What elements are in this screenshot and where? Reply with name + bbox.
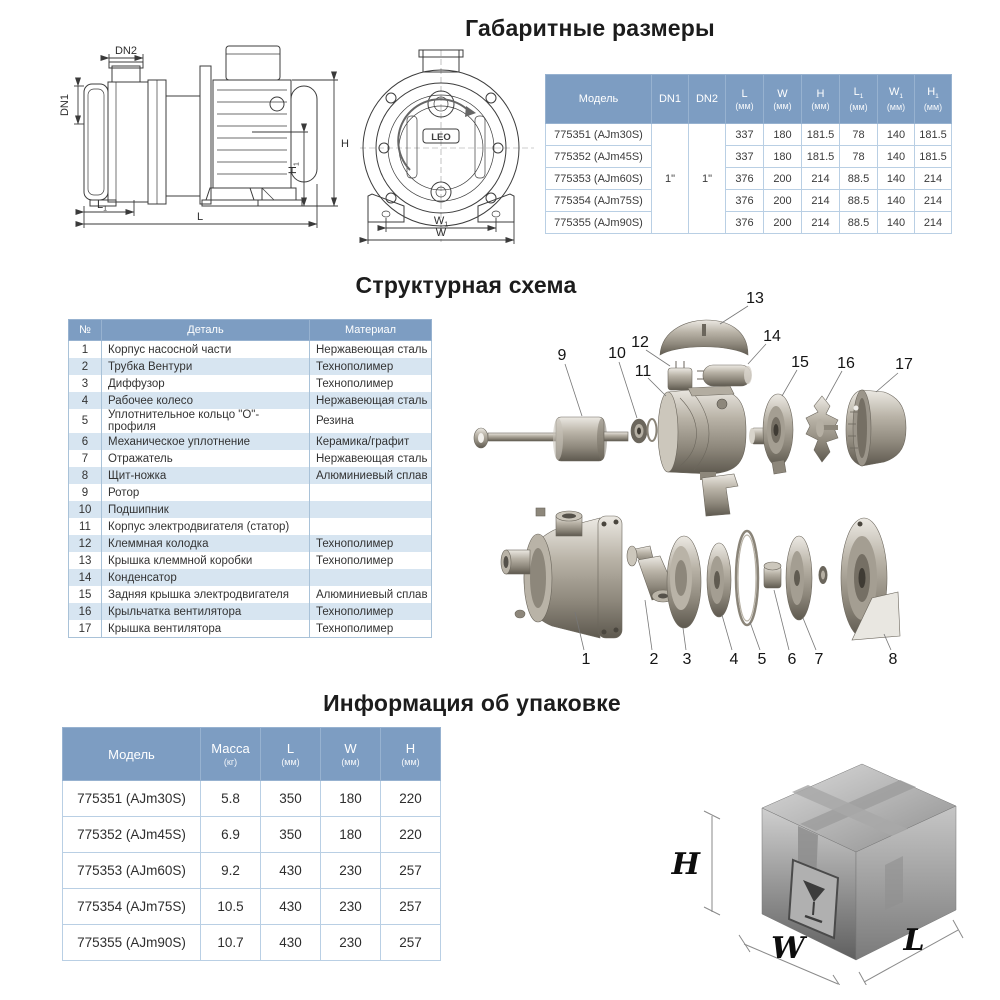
col-header-material: Материал (310, 320, 432, 341)
part-11-shape (668, 388, 746, 474)
col-header-l1: $L_1$ (мм) (840, 75, 878, 124)
part-cell: Диффузор (102, 375, 310, 392)
dim-cell: 200 (764, 212, 802, 234)
mass-cell: 10.5 (201, 889, 261, 925)
material-cell: Резина (310, 409, 432, 433)
dim-cell: 140 (878, 190, 915, 212)
material-cell: Алюминиевый сплав (310, 467, 432, 484)
num-cell: 8 (69, 467, 102, 484)
dn1-cell: 1" (652, 124, 689, 234)
num-cell: 9 (69, 484, 102, 501)
dim-cell: 220 (381, 817, 441, 853)
dim-cell: 337 (726, 146, 764, 168)
dim-cell: 257 (381, 925, 441, 961)
num-cell: 5 (69, 409, 102, 433)
dim-cell: 200 (764, 190, 802, 212)
material-cell: Нержавеющая сталь (310, 450, 432, 467)
dim-cell: 78 (840, 146, 878, 168)
part-cell: Корпус электродвигателя (статор) (102, 518, 310, 535)
dn1-label: DN1 (59, 93, 71, 117)
table-row (546, 124, 952, 146)
table-row (69, 392, 432, 409)
callout-11: 11 (634, 363, 652, 380)
callout-17: 17 (895, 356, 913, 373)
num-cell: 16 (69, 603, 102, 620)
callout-3: 3 (682, 651, 692, 668)
l-label: L (196, 211, 204, 223)
pump-side-view-drawing (55, 35, 355, 235)
table-row (63, 853, 441, 889)
table-row (69, 358, 432, 375)
part-cell: Крыльчатка вентилятора (102, 603, 310, 620)
model-cell: 775352 (AJm45S) (546, 146, 652, 168)
dim-cell: 230 (321, 889, 381, 925)
dn2-cell: 1" (689, 124, 726, 234)
part-cell: Конденсатор (102, 569, 310, 586)
material-cell: Технополимер (310, 375, 432, 392)
callout-13: 13 (746, 290, 764, 307)
material-cell (310, 501, 432, 518)
dim-cell: 430 (261, 853, 321, 889)
part-cell: Крышка клеммной коробки (102, 552, 310, 569)
dim-cell: 181.5 (915, 146, 952, 168)
part-12-shape (668, 368, 692, 390)
table-row (69, 569, 432, 586)
col-header-h1: $H_1$ (мм) (915, 75, 952, 124)
material-cell: Технополимер (310, 552, 432, 569)
table-row (69, 518, 432, 535)
front-outline (360, 50, 534, 242)
brand-logo: LEO (431, 132, 451, 143)
col-header-w1: $W_1$ (мм) (878, 75, 915, 124)
dim-cell: 214 (802, 212, 840, 234)
num-cell: 4 (69, 392, 102, 409)
col-header-w: W (мм) (764, 75, 802, 124)
callout-15: 15 (791, 354, 809, 371)
dim-cell: 376 (726, 212, 764, 234)
num-cell: 17 (69, 620, 102, 638)
num-cell: 2 (69, 358, 102, 375)
material-cell: Нержавеющая сталь (310, 341, 432, 359)
part-cell: Уплотнительное кольцо "О"- профиля (102, 409, 310, 433)
callout-4: 4 (729, 651, 739, 668)
dim-cell: 214 (915, 212, 952, 234)
part-cell: Механическое уплотнение (102, 433, 310, 450)
part-cell: Клеммная колодка (102, 535, 310, 552)
packaging-table (62, 727, 441, 961)
model-cell: 775354 (AJm75S) (546, 190, 652, 212)
num-cell: 3 (69, 375, 102, 392)
material-cell (310, 569, 432, 586)
dim-cell: 180 (764, 146, 802, 168)
material-cell: Технополимер (310, 603, 432, 620)
table-row (69, 467, 432, 484)
table-row (69, 409, 432, 433)
mass-cell: 6.9 (201, 817, 261, 853)
num-cell: 10 (69, 501, 102, 518)
dim-cell: 200 (764, 168, 802, 190)
table-row (63, 889, 441, 925)
model-cell: 775354 (AJm75S) (63, 889, 201, 925)
section-title-dimensions: Габаритные размеры (465, 15, 715, 41)
box-w-label: W (771, 931, 805, 966)
model-cell: 775352 (AJm45S) (63, 817, 201, 853)
col-header-w: W (мм) (321, 728, 381, 781)
dimension-lines (59, 45, 349, 228)
dim-cell: 88.5 (840, 190, 878, 212)
callout-8: 8 (888, 651, 898, 668)
box-l-label: L (903, 923, 925, 958)
callout-12: 12 (631, 334, 649, 351)
dimension-lines (368, 215, 514, 244)
callout-9: 9 (557, 347, 567, 364)
dim-cell: 337 (726, 124, 764, 146)
col-header-h: H (мм) (381, 728, 441, 781)
mass-cell: 10.7 (201, 925, 261, 961)
table-row (546, 168, 952, 190)
part-cell: Корпус насосной части (102, 341, 310, 359)
dim-cell: 140 (878, 146, 915, 168)
col-header-l: L (мм) (726, 75, 764, 124)
dim-cell: 214 (802, 190, 840, 212)
dn2-label: DN2 (114, 45, 138, 57)
exploded-view-diagram (460, 290, 960, 690)
model-cell: 775351 (AJm30S) (63, 781, 201, 817)
part-cell: Рабочее колесо (102, 392, 310, 409)
material-cell: Керамика/графит (310, 433, 432, 450)
section-title-structure: Структурная схема (355, 272, 577, 298)
model-cell: 775355 (AJm90S) (546, 212, 652, 234)
dim-cell: 140 (878, 168, 915, 190)
col-header-l: L (мм) (261, 728, 321, 781)
box-h-label: H (671, 847, 700, 882)
dim-cell: 180 (321, 781, 381, 817)
dim-cell: 376 (726, 190, 764, 212)
w1-label: $W_1$ (433, 215, 449, 229)
model-cell: 775355 (AJm90S) (63, 925, 201, 961)
w-label: W (435, 227, 447, 239)
material-cell: Технополимер (310, 620, 432, 638)
table-row (69, 484, 432, 501)
num-cell: 12 (69, 535, 102, 552)
table-row (63, 781, 441, 817)
dim-cell: 230 (321, 925, 381, 961)
table-row (69, 501, 432, 518)
table-row (546, 212, 952, 234)
packaging-box-drawing (655, 740, 985, 985)
dim-cell: 350 (261, 781, 321, 817)
model-cell: 775353 (AJm60S) (63, 853, 201, 889)
num-cell: 6 (69, 433, 102, 450)
part-14-shape (703, 365, 751, 386)
num-cell: 7 (69, 450, 102, 467)
dim-cell: 257 (381, 853, 441, 889)
callout-6: 6 (787, 651, 797, 668)
num-cell: 13 (69, 552, 102, 569)
part-cell: Ротор (102, 484, 310, 501)
callout-14: 14 (763, 328, 781, 345)
table-row (69, 535, 432, 552)
callout-2: 2 (649, 651, 659, 668)
col-header-dn2: DN2 (689, 75, 726, 124)
material-cell: Технополимер (310, 358, 432, 375)
mass-cell: 9.2 (201, 853, 261, 889)
section-title-packaging: Информация об упаковке (323, 690, 621, 716)
dim-cell: 257 (381, 889, 441, 925)
tape-strip (885, 856, 903, 910)
dim-cell: 88.5 (840, 168, 878, 190)
dim-cell: 376 (726, 168, 764, 190)
dim-cell: 230 (321, 853, 381, 889)
bracket-shape (702, 474, 738, 516)
mass-cell: 5.8 (201, 781, 261, 817)
table-row (69, 375, 432, 392)
col-header-mass: Масса (кг) (201, 728, 261, 781)
material-cell (310, 484, 432, 501)
callout-1: 1 (581, 651, 591, 668)
num-cell: 1 (69, 341, 102, 359)
dim-cell: 350 (261, 817, 321, 853)
dim-cell: 180 (764, 124, 802, 146)
dim-cell: 220 (381, 781, 441, 817)
dim-cell: 181.5 (802, 146, 840, 168)
callout-10: 10 (608, 345, 626, 362)
num-cell: 11 (69, 518, 102, 535)
h1-label: $H_1$ (287, 162, 301, 174)
h-label: H (341, 138, 349, 150)
col-header-model: Модель (546, 75, 652, 124)
dim-cell: 140 (878, 212, 915, 234)
callout-5: 5 (757, 651, 767, 668)
table-row (69, 603, 432, 620)
col-header-h: H (мм) (802, 75, 840, 124)
num-cell: 15 (69, 586, 102, 603)
col-header-model: Модель (63, 728, 201, 781)
part-cell: Трубка Вентури (102, 358, 310, 375)
part-5-shape (736, 531, 758, 625)
material-cell: Нержавеющая сталь (310, 392, 432, 409)
model-cell: 775351 (AJm30S) (546, 124, 652, 146)
part-cell: Подшипник (102, 501, 310, 518)
table-row (63, 925, 441, 961)
table-row (546, 190, 952, 212)
part-cell: Отражатель (102, 450, 310, 467)
dim-cell: 430 (261, 925, 321, 961)
col-header-part: Деталь (102, 320, 310, 341)
dim-cell: 78 (840, 124, 878, 146)
num-cell: 14 (69, 569, 102, 586)
model-cell: 775353 (AJm60S) (546, 168, 652, 190)
table-row (69, 341, 432, 359)
dim-cell: 214 (915, 168, 952, 190)
table-row (63, 817, 441, 853)
table-row (69, 450, 432, 467)
table-row (69, 620, 432, 638)
parts-table (68, 319, 432, 638)
table-row (69, 552, 432, 569)
pump-front-view-drawing (355, 45, 550, 245)
dim-cell: 214 (915, 190, 952, 212)
dimensions-table (545, 74, 952, 234)
dim-cell: 88.5 (840, 212, 878, 234)
dim-cell: 214 (802, 168, 840, 190)
table-row (69, 433, 432, 450)
dim-cell: 181.5 (802, 124, 840, 146)
table-row (546, 146, 952, 168)
part-cell: Задняя крышка электродвигателя (102, 586, 310, 603)
part-cell: Щит-ножка (102, 467, 310, 484)
callout-7: 7 (814, 651, 824, 668)
l1-label: $L_1$ (96, 199, 108, 213)
dim-cell: 430 (261, 889, 321, 925)
pump-outline (84, 46, 317, 206)
col-header-num: № (69, 320, 102, 341)
part-cell: Крышка вентилятора (102, 620, 310, 638)
dim-cell: 181.5 (915, 124, 952, 146)
dim-cell: 180 (321, 817, 381, 853)
material-cell: Алюминиевый сплав (310, 586, 432, 603)
material-cell: Технополимер (310, 535, 432, 552)
material-cell (310, 518, 432, 535)
col-header-dn1: DN1 (652, 75, 689, 124)
callout-16: 16 (837, 355, 855, 372)
table-row (69, 586, 432, 603)
dim-cell: 140 (878, 124, 915, 146)
